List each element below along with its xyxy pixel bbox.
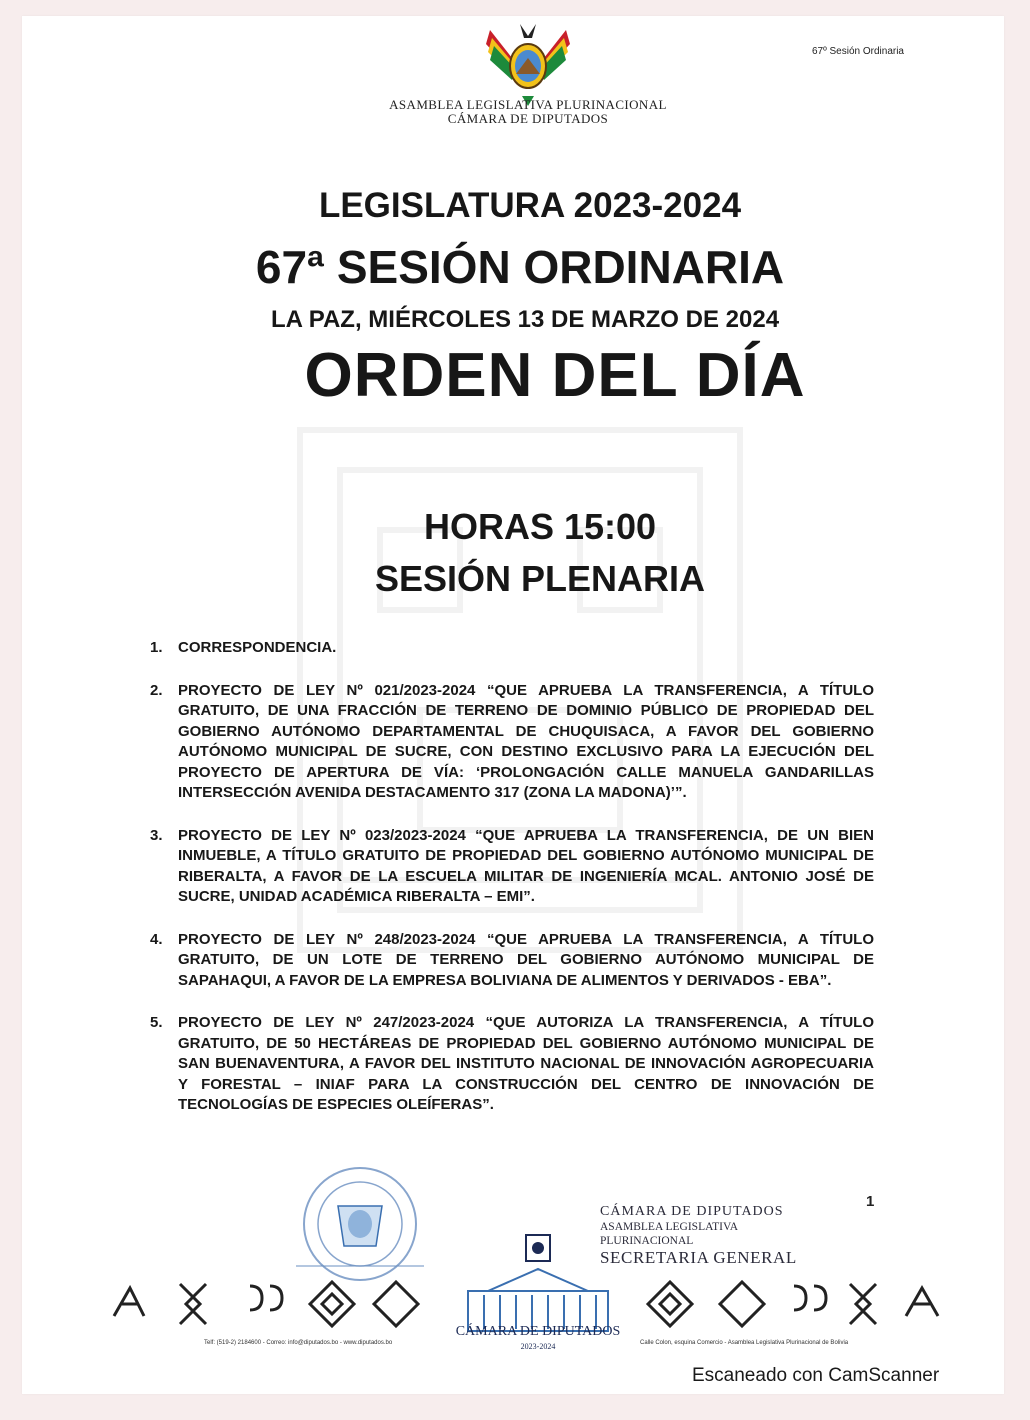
agenda-item-text: PROYECTO DE LEY Nº 023/2023-2024 “QUE APRUEBA LA TRANSFERENCIA, DE UN BIEN INMUEBLE, A TÍTULO GRATUITO DE PROPIEDAD DEL GOBIERNO AUTÓNOMO MUNICIPAL DE RIBERALTA, A FAVOR DE LA ESCUELA MILITAR DE INGENIERÍA MCAL. ANTONIO JOSÉ DE SUCRE, UNIDAD ACADÉMICA RIBERALTA – EMI”. xyxy=(178,826,874,905)
agenda-item xyxy=(150,930,874,992)
session-reference: 67º Sesión Ordinaria xyxy=(811,46,904,57)
andean-motifs-right-icon xyxy=(644,1276,944,1332)
agenda-item-text: CORRESPONDENCIA. xyxy=(178,639,337,656)
agenda-item-text: PROYECTO DE LEY Nº 021/2023-2024 “QUE APRUEBA LA TRANSFERENCIA, A TÍTULO GRATUITO, DE UNA FRACCIÓN DE TERRENO DE DOMINIO PÚBLICO DE PROPIEDAD DEL GOBIERNO AUTÓNOMO DEPARTAMENTAL DE CHUQUISACA, A FAVOR DEL GOBIERNO AUTÓNOMO MUNICIPAL DE SUCRE, CON DESTINO EXCLUSIVO PARA LA EJECUCIÓN DEL PROYECTO DE APERTURA DE VÍA: ‘PROLONGACIÓN CALLE MANUELA GANDARILLAS INTERSECCIÓN AVENIDA DESTACAMENTO 317 (ZONA LA MADONA)’”. xyxy=(178,681,874,801)
session-title: 67ª SESIÓN ORDINARIA xyxy=(255,241,785,293)
presidency-seal-stamp-icon xyxy=(276,1166,444,1288)
agenda-item-number: 1. xyxy=(150,639,163,656)
place-date: LA PAZ, MIÉRCOLES 13 DE MARZO DE 2024 xyxy=(270,306,780,333)
page-title: ORDEN DEL DÍA xyxy=(304,341,806,410)
secretaria-line-3: SECRETARIA GENERAL xyxy=(600,1248,797,1267)
agenda-item-number: 3. xyxy=(150,826,163,844)
institution-line-2: CÁMARA DE DIPUTADOS xyxy=(447,111,609,126)
agenda-list xyxy=(150,638,874,1138)
building-years: 2023-2024 xyxy=(520,1342,556,1351)
secretaria-line-2: ASAMBLEA LEGISLATIVA PLURINACIONAL xyxy=(600,1221,738,1247)
agenda-item xyxy=(150,638,874,659)
scanner-label: Escaneado con CamScanner xyxy=(692,1365,940,1386)
agenda-item-text: PROYECTO DE LEY Nº 247/2023-2024 “QUE AUTORIZA LA TRANSFERENCIA, A TÍTULO GRATUITO, DE 50 HECTÁREAS DE PROPIEDAD DEL GOBIERNO AUTÓNOMO MUNICIPAL DE SAN BUENAVENTURA, A FAVOR DEL INSTITUTO NACIONAL DE INNOVACIÓN AGROPECUARIA Y FORESTAL – INIAF PARA LA CONSTRUCCIÓN DEL CENTRO DE INNOVACIÓN DE TECNOLOGÍAS DE ESPECIES OLEÍFERAS”. xyxy=(178,1014,874,1113)
institution-line-1: ASAMBLEA LEGISLATIVA PLURINACIONAL xyxy=(389,97,667,112)
agenda-item xyxy=(150,681,874,804)
footer-address: Calle Colon, esquina Comercio - Asamblea Legislativa Plurinacional de Bolivia xyxy=(640,1340,849,1346)
agenda-item-number: 4. xyxy=(150,930,163,948)
secretaria-line-1: CÁMARA DE DIPUTADOS xyxy=(600,1204,784,1219)
agenda-item xyxy=(150,826,874,908)
institution-name xyxy=(300,98,756,126)
plenary-title: SESIÓN PLENARIA xyxy=(374,558,706,599)
andean-motifs-left-icon xyxy=(110,1276,440,1332)
agenda-item-number: 5. xyxy=(150,1014,163,1031)
agenda-item-text: PROYECTO DE LEY Nº 248/2023-2024 “QUE APRUEBA LA TRANSFERENCIA, A TÍTULO GRATUITO, DE UN LOTE DE TERRENO DEL GOBIERNO AUTÓNOMO MUNICIPAL DE SAPAHAQUI, A FAVOR DE LA EMPRESA BOLIVIANA DE ALIMENTOS Y DERIVADOS - EBA”. xyxy=(178,930,874,989)
building-label: CÁMARA DE DIPUTADOS xyxy=(455,1324,621,1339)
secretaria-general-stamp xyxy=(600,1204,810,1268)
legislatura-title: LEGISLATURA 2023-2024 xyxy=(318,186,742,225)
agenda-item-number: 2. xyxy=(150,681,163,699)
session-hours: HORAS 15:00 xyxy=(423,506,657,547)
page-number: 1 xyxy=(866,1193,875,1210)
agenda-item xyxy=(150,1013,874,1116)
footer-contact: Telf: (519-2) 2184600 - Correo: info@diputados.bo - www.diputados.bo xyxy=(204,1340,393,1346)
bolivia-coat-of-arms-icon xyxy=(478,10,578,110)
